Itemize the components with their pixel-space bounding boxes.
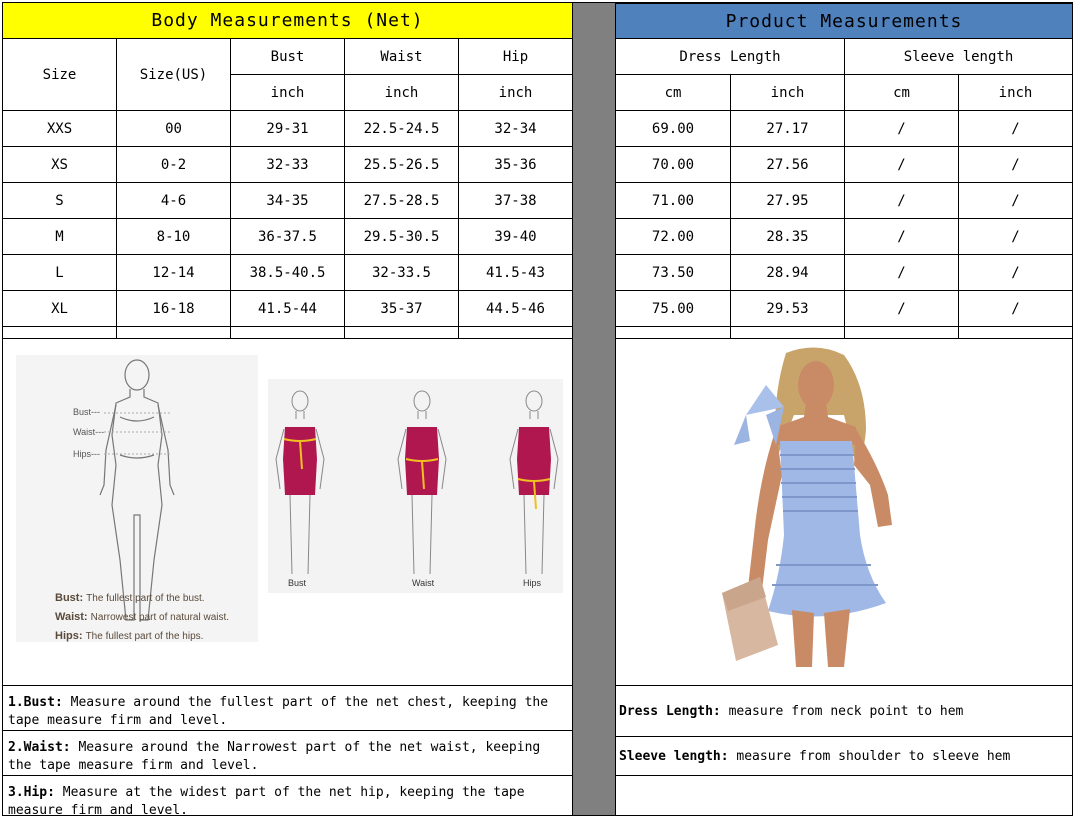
measuring-figure <box>398 391 446 574</box>
waist-value: 32-33.5 <box>371 264 431 281</box>
bust-unit <box>231 75 345 111</box>
length-inch-cell <box>731 255 845 291</box>
sleeve-inch-cell <box>959 291 1073 327</box>
size-us-value: 8-10 <box>156 228 191 245</box>
sleeve-inch-cell <box>959 147 1073 183</box>
hips-definition-title: Hips: <box>55 630 83 642</box>
product-measurements-title: Product Measurements <box>725 10 963 32</box>
figure-head <box>292 391 308 411</box>
product-note-text <box>619 749 1010 764</box>
length-inch-value: 28.35 <box>766 228 809 245</box>
waist-value: 27.5-28.5 <box>363 192 440 209</box>
size-us-cell <box>117 255 231 291</box>
waist-definition-title: Waist: <box>55 611 88 623</box>
product-note-title: Dress Length: <box>619 703 721 719</box>
measure-note <box>3 731 573 776</box>
dress-length-header-label: Dress Length <box>679 48 781 65</box>
dress-measuring-diagram <box>268 379 563 593</box>
measuring-figure <box>276 391 324 574</box>
waist-unit-label: inch <box>384 84 419 101</box>
waist-unit <box>345 75 459 111</box>
bust-cell <box>231 291 345 327</box>
hips-mark: Hips--- <box>73 449 100 459</box>
length-inch-value: 29.53 <box>766 300 809 317</box>
sleeve-inch-value: / <box>1011 228 1020 245</box>
body-measurements-title: Body Measurements (Net) <box>151 10 424 31</box>
sleeve-inch-value: / <box>1011 300 1020 317</box>
bust-cell <box>231 147 345 183</box>
size-us-value: 16-18 <box>152 300 195 317</box>
measurement-guide-area <box>3 339 573 686</box>
product-note-body: measure from shoulder to sleeve hem <box>728 748 1011 764</box>
size-us-value: 0-2 <box>160 156 187 173</box>
sleeve-cm-value: / <box>897 228 906 245</box>
figure-group <box>276 391 558 574</box>
hip-header <box>459 39 573 75</box>
waist-cell <box>345 255 459 291</box>
waist-definition <box>55 611 229 623</box>
waist-cell <box>345 111 459 147</box>
hip-value: 32-34 <box>494 120 537 137</box>
length-cm-value: 70.00 <box>651 156 695 173</box>
blank-cell <box>731 327 845 339</box>
bust-value: 38.5-40.5 <box>249 264 326 281</box>
length-cm-cell <box>616 147 731 183</box>
dress-length-header <box>616 39 845 75</box>
measure-note-body: Measure around the fullest part of the net chest, keeping the tape measure firm and level. <box>8 695 549 728</box>
hip-value: 41.5-43 <box>485 264 545 281</box>
measure-note-title: 2.Waist: <box>8 740 71 755</box>
waist-cell <box>345 147 459 183</box>
product-note-text <box>619 704 963 719</box>
body-diagram-card <box>16 355 258 642</box>
waist-value: 25.5-26.5 <box>363 156 440 173</box>
size-cell <box>3 111 117 147</box>
hip-value: 39-40 <box>494 228 537 245</box>
sleeve-cm-cell <box>845 255 959 291</box>
hips-definition-text: The fullest part of the hips. <box>85 631 204 642</box>
bust-definition <box>55 592 205 604</box>
size-value: M <box>55 228 64 245</box>
bust-cell <box>231 219 345 255</box>
hip-cell <box>459 291 573 327</box>
size-header <box>3 39 117 111</box>
measure-note-body: Measure at the widest part of the net hip, keeping the tape measure firm and level. <box>8 785 525 818</box>
sleeve-cm-value: / <box>897 120 906 137</box>
sleeve-cm-value: / <box>897 156 906 173</box>
length-cm-cell <box>616 291 731 327</box>
hip-value: 35-36 <box>494 156 537 173</box>
waist-cell <box>345 219 459 255</box>
size-cell <box>3 147 117 183</box>
product-photo-area <box>616 339 1073 686</box>
measure-note-title: 1.Bust: <box>8 695 63 710</box>
diagram-label-hips: Hips <box>523 578 542 588</box>
hips-definition <box>55 630 203 642</box>
waist-header-label: Waist <box>380 48 423 65</box>
length-cm-cell <box>616 255 731 291</box>
size-header-label: Size <box>42 66 77 83</box>
hip-cell <box>459 219 573 255</box>
sleeve-cm-value: / <box>897 192 906 209</box>
size-us-cell <box>117 291 231 327</box>
sleeve-cm-unit-label: cm <box>893 84 910 101</box>
bust-value: 29-31 <box>266 120 309 137</box>
bust-header-label: Bust <box>270 48 305 65</box>
waist-header <box>345 39 459 75</box>
size-value: L <box>55 264 64 281</box>
measure-note-text <box>8 784 568 820</box>
waist-cell <box>345 291 459 327</box>
hip-value: 44.5-46 <box>485 300 545 317</box>
measuring-figure <box>510 391 558 574</box>
bust-unit-label: inch <box>270 84 305 101</box>
bust-definition-text: The fullest part of the bust. <box>86 593 205 604</box>
length-cm-value: 75.00 <box>651 300 695 317</box>
size-value: S <box>55 192 64 209</box>
bust-value: 34-35 <box>266 192 309 209</box>
sleeve-inch-cell <box>959 111 1073 147</box>
hip-unit <box>459 75 573 111</box>
sleeve-inch-cell <box>959 183 1073 219</box>
length-cm-value: 71.00 <box>651 192 695 209</box>
size-cell <box>3 255 117 291</box>
length-inch-cell <box>731 183 845 219</box>
sleeve-inch-unit-label: inch <box>998 84 1033 101</box>
waist-cell <box>345 183 459 219</box>
length-inch-value: 27.95 <box>766 192 809 209</box>
hip-unit-label: inch <box>498 84 533 101</box>
blank-cell <box>845 327 959 339</box>
measure-note-body: Measure around the Narrowest part of the net waist, keeping the tape measure firm and level. <box>8 740 541 773</box>
product-note <box>616 737 1073 776</box>
product-measurements-header <box>616 3 1073 39</box>
bust-header <box>231 39 345 75</box>
measure-note-text <box>8 739 568 775</box>
product-note-title: Sleeve length: <box>619 748 729 764</box>
length-inch-value: 28.94 <box>766 264 809 281</box>
size-us-cell <box>117 183 231 219</box>
length-inch-unit-label: inch <box>770 84 805 101</box>
sleeve-inch-cell <box>959 255 1073 291</box>
dress-product-photo <box>716 345 916 667</box>
length-cm-cell <box>616 111 731 147</box>
sleeve-inch-cell <box>959 219 1073 255</box>
bust-value: 41.5-44 <box>257 300 317 317</box>
blank-cell <box>3 327 117 339</box>
waist-mark: Waist--- <box>73 427 105 437</box>
length-inch-cell <box>731 219 845 255</box>
length-cm-cell <box>616 219 731 255</box>
length-inch-value: 27.56 <box>766 156 809 173</box>
hip-cell <box>459 183 573 219</box>
bust-value: 32-33 <box>266 156 309 173</box>
diagram-label-waist: Waist <box>412 578 435 588</box>
sleeve-cm-cell <box>845 219 959 255</box>
bust-cell <box>231 255 345 291</box>
sleeve-cm-cell <box>845 147 959 183</box>
sleeve-inch-value: / <box>1011 264 1020 281</box>
blank-cell <box>117 327 231 339</box>
sleeve-cm-cell <box>845 291 959 327</box>
hip-cell <box>459 111 573 147</box>
size-value: XS <box>51 156 68 173</box>
measure-note-text <box>8 694 568 730</box>
body-measurements-header <box>3 3 573 39</box>
bust-cell <box>231 111 345 147</box>
size-us-cell <box>117 111 231 147</box>
size-cell <box>3 219 117 255</box>
waist-value: 22.5-24.5 <box>363 120 440 137</box>
size-us-value: 4-6 <box>160 192 187 209</box>
bust-mark: Bust--- <box>73 407 100 417</box>
length-cm-unit <box>616 75 731 111</box>
size-us-header-label: Size(US) <box>139 66 208 83</box>
size-cell <box>3 291 117 327</box>
size-us-header <box>117 39 231 111</box>
hip-cell <box>459 147 573 183</box>
sleeve-inch-value: / <box>1011 192 1020 209</box>
length-cm-value: 69.00 <box>651 120 695 137</box>
bust-cell <box>231 183 345 219</box>
size-us-value: 12-14 <box>152 264 195 281</box>
bust-value: 36-37.5 <box>257 228 317 245</box>
length-cm-value: 73.50 <box>651 264 695 281</box>
length-cm-unit-label: cm <box>664 84 682 101</box>
dress-figures <box>268 379 563 593</box>
figure-dress <box>283 427 317 495</box>
length-inch-unit <box>731 75 845 111</box>
measure-note <box>3 686 573 731</box>
blank-cell <box>616 327 731 339</box>
sleeve-length-header-label: Sleeve length <box>903 48 1014 65</box>
sleeve-inch-unit <box>959 75 1073 111</box>
size-us-cell <box>117 147 231 183</box>
size-cell <box>3 183 117 219</box>
hip-header-label: Hip <box>502 48 529 65</box>
length-inch-value: 27.17 <box>766 120 809 137</box>
gray-separator-column <box>573 3 616 816</box>
sleeve-inch-value: / <box>1011 156 1020 173</box>
sleeve-cm-cell <box>845 183 959 219</box>
hip-cell <box>459 255 573 291</box>
sleeve-cm-value: / <box>897 300 906 317</box>
measure-note-title: 3.Hip: <box>8 785 55 800</box>
length-inch-cell <box>731 111 845 147</box>
sleeve-cm-value: / <box>897 264 906 281</box>
length-inch-cell <box>731 147 845 183</box>
diagram-label-bust: Bust <box>288 578 307 588</box>
figure-head <box>414 391 430 411</box>
length-inch-cell <box>731 291 845 327</box>
blank-cell <box>959 327 1073 339</box>
size-us-value: 00 <box>165 120 182 137</box>
size-value: XL <box>51 300 68 317</box>
blank-note-cell <box>616 776 1073 816</box>
hip-value: 37-38 <box>494 192 537 209</box>
length-cm-cell <box>616 183 731 219</box>
sleeve-length-header <box>845 39 1073 75</box>
waist-definition-text: Narrowest part of natural waist. <box>90 612 230 623</box>
size-us-cell <box>117 219 231 255</box>
sleeve-cm-cell <box>845 111 959 147</box>
product-note-body: measure from neck point to hem <box>720 703 964 719</box>
sleeve-cm-unit <box>845 75 959 111</box>
blank-cell <box>345 327 459 339</box>
blank-cell <box>231 327 345 339</box>
bust-definition-title: Bust: <box>55 592 84 604</box>
waist-value: 29.5-30.5 <box>363 228 440 245</box>
size-value: XXS <box>46 120 73 137</box>
blank-cell <box>459 327 573 339</box>
figure-head <box>526 391 542 411</box>
product-note <box>616 686 1073 737</box>
waist-value: 35-37 <box>380 300 423 317</box>
length-cm-value: 72.00 <box>651 228 695 245</box>
measure-note <box>3 776 573 816</box>
sleeve-inch-value: / <box>1011 120 1020 137</box>
